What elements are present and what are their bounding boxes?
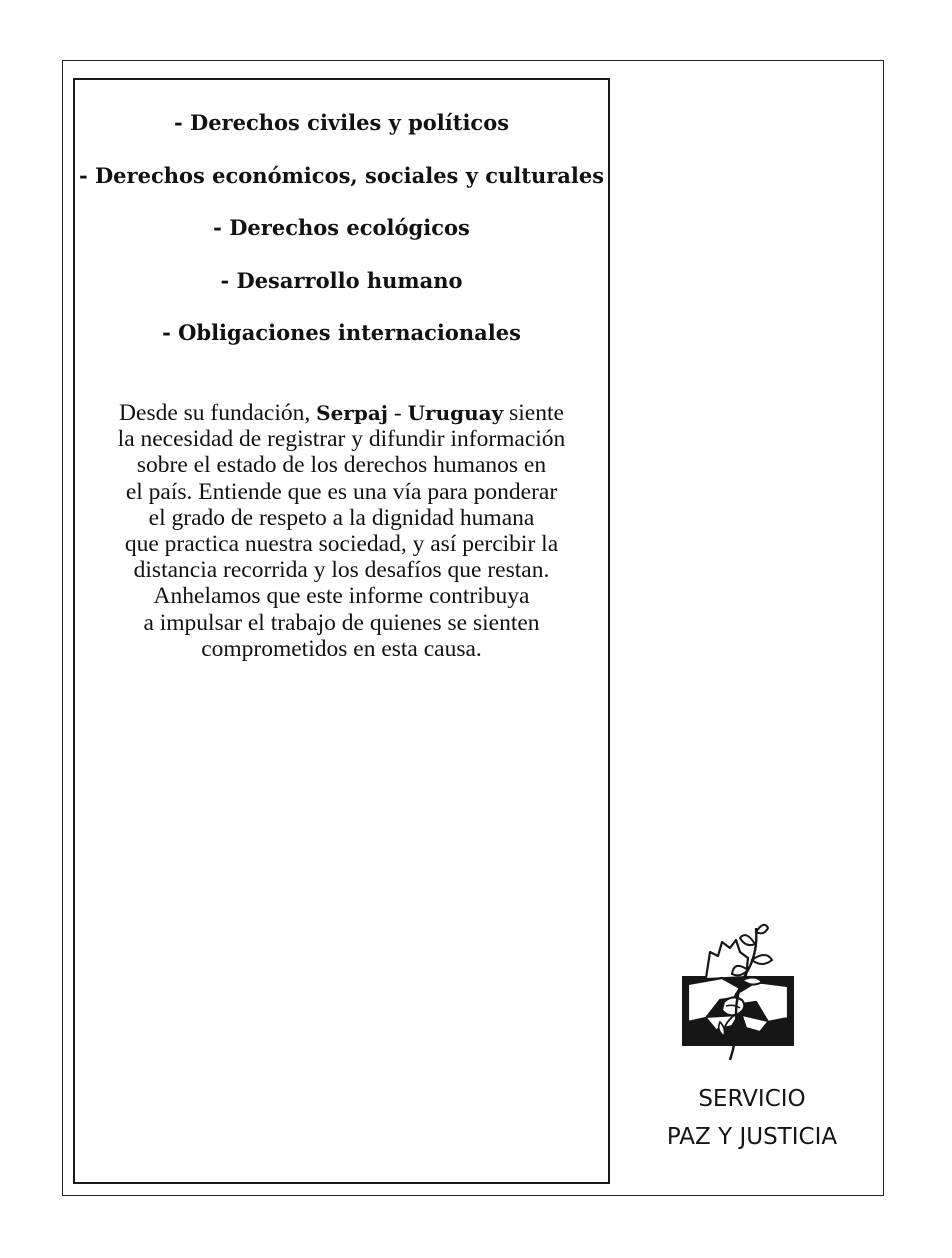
topic-international-obligations: - Obligaciones internacionales (162, 320, 521, 345)
paragraph-text: Desde su fundación, (119, 400, 317, 426)
paragraph-line: comprometidos en esta causa. (201, 635, 482, 662)
topic-civil-political: - Derechos civiles y políticos (173, 110, 510, 135)
paragraph-line: distancia recorrida y los desafíos que restan. (133, 557, 550, 584)
serpaj-name: Serpaj (316, 401, 389, 425)
topic-ecological: - Derechos ecológicos (213, 215, 470, 240)
organization-name (632, 1080, 872, 1156)
topic-list (73, 108, 610, 371)
paragraph-line (73, 400, 610, 426)
paragraph-line: que practica nuestra sociedad, y así percibir la (124, 531, 559, 558)
topic-economic-social-cultural: - Derechos económicos, sociales y culturales (78, 162, 605, 188)
paragraph-line: a impulsar el trabajo de quienes se sienten (143, 609, 540, 636)
paragraph-text: siente (503, 400, 564, 426)
paragraph-line: sobre el estado de los derechos humanos en (136, 452, 547, 479)
peace-justice-logo-icon (676, 918, 800, 1064)
paragraph-text: - (388, 400, 408, 426)
mission-paragraph (73, 400, 610, 662)
paragraph-line: el grado de respeto a la dignidad humana (148, 504, 535, 531)
topic-human-development: - Desarrollo humano (220, 267, 463, 293)
uruguay-name: Uruguay (407, 401, 504, 425)
organization-name-line1: SERVICIO (698, 1086, 806, 1112)
paragraph-line: el país. Entiende que es una vía para ponderar (125, 478, 558, 505)
paragraph-line: Anhelamos que este informe contribuya (153, 583, 530, 610)
organization-name-line2: PAZ Y JUSTICIA (666, 1124, 838, 1150)
paragraph-line: la necesidad de registrar y difundir información (117, 426, 566, 453)
